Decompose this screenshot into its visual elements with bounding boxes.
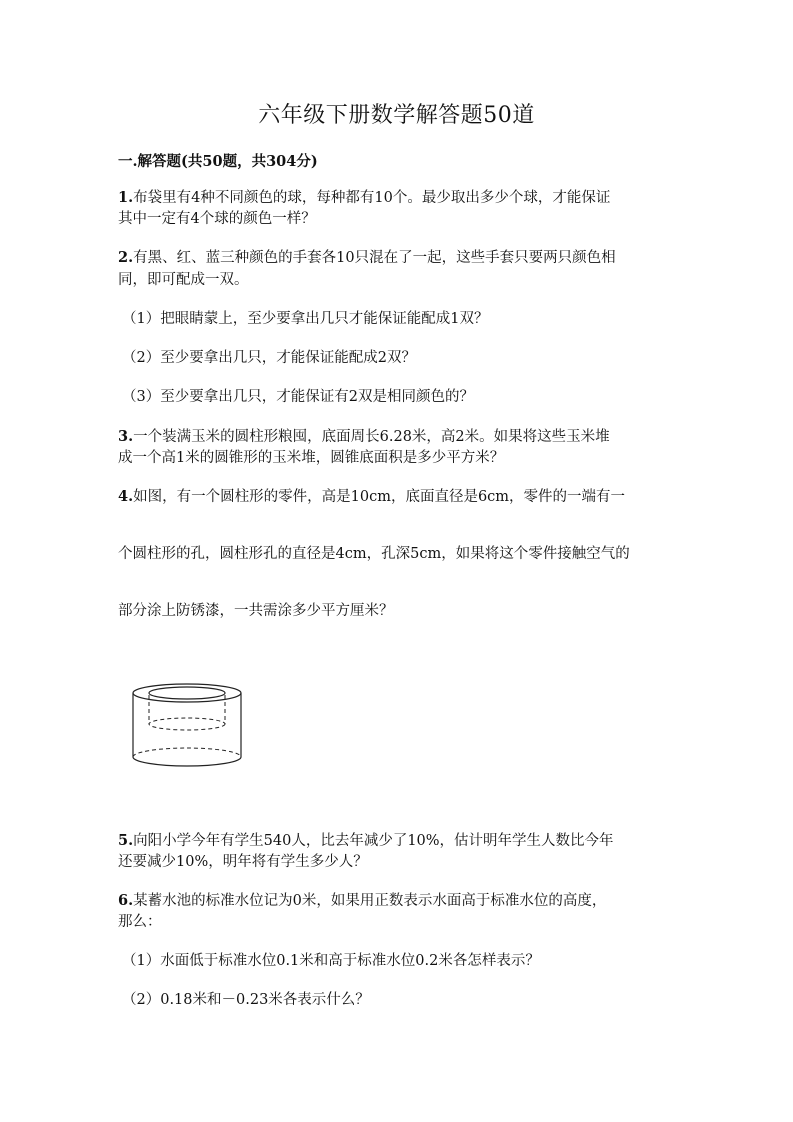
question-6-line-1: 6.某蓄水池的标准水位记为0米，如果用正数表示水面高于标准水位的高度，	[118, 892, 607, 909]
question-2-sub-3: （3）至少要拿出几只，才能保证有2双是相同颜色的？	[122, 389, 474, 405]
question-2-line-1: 2.有黑、红、蓝三种颜色的手套各10只混在了一起，这些手套只要两只颜色相	[118, 249, 616, 266]
question-6-number: 6.	[118, 892, 134, 909]
question-4-line-1: 4.如图，有一个圆柱形的零件，高是10cm，底面直径是6cm，零件的一端有一	[118, 488, 626, 505]
question-2-number: 2.	[118, 249, 134, 266]
question-2-sub-1: （1）把眼睛蒙上，至少要拿出几只才能保证能配成1双？	[122, 311, 489, 327]
question-3-line-2: 成一个高1米的圆锥形的玉米堆，圆锥底面积是多少平方米？	[118, 450, 505, 466]
question-5-line-1: 5.向阳小学今年有学生540人，比去年减少了10%，估计明年学生人数比今年	[118, 832, 614, 849]
question-2-sub-2: （2）至少要拿出几只，才能保证能配成2双？	[122, 350, 416, 366]
question-1-number: 1.	[118, 189, 134, 206]
question-6-line-2: 那么：	[118, 914, 162, 930]
question-3-number: 3.	[118, 428, 134, 445]
question-4-number: 4.	[118, 488, 134, 505]
hole-bottom-ellipse	[149, 718, 225, 730]
section-heading: 一.解答题(共50题，共304分)	[118, 153, 318, 170]
question-4-line-3: 部分涂上防锈漆，一共需涂多少平方厘米？	[118, 603, 394, 619]
hole-top-ellipse	[149, 687, 225, 699]
question-5-line-2: 还要减少10%，明年将有学生多少人？	[118, 854, 368, 870]
question-2-line-2: 同，即可配成一双。	[118, 272, 249, 288]
question-6-sub-2: （2）0.18米和－0.23米各表示什么？	[122, 992, 370, 1008]
question-6-sub-1: （1）水面低于标准水位0.1米和高于标准水位0.2米各怎样表示？	[122, 953, 540, 969]
question-4-line-2: 个圆柱形的孔，圆柱形孔的直径是4cm，孔深5cm，如果将这个零件接触空气的	[118, 546, 630, 562]
question-1-line-1: 1.布袋里有4种不同颜色的球，每种都有10个。最少取出多少个球，才能保证	[118, 189, 611, 206]
page-title: 六年级下册数学解答题50道	[258, 103, 535, 128]
question-1-line-2: 其中一定有4个球的颜色一样？	[118, 211, 316, 227]
outer-bottom-front-arc	[133, 757, 241, 766]
outer-bottom-back-arc	[133, 748, 241, 757]
hollow-cylinder-diagram	[125, 680, 250, 775]
question-5-number: 5.	[118, 832, 134, 849]
question-3-line-1: 3.一个装满玉米的圆柱形粮囤，底面周长6.28米，高2米。如果将这些玉米堆	[118, 428, 610, 445]
